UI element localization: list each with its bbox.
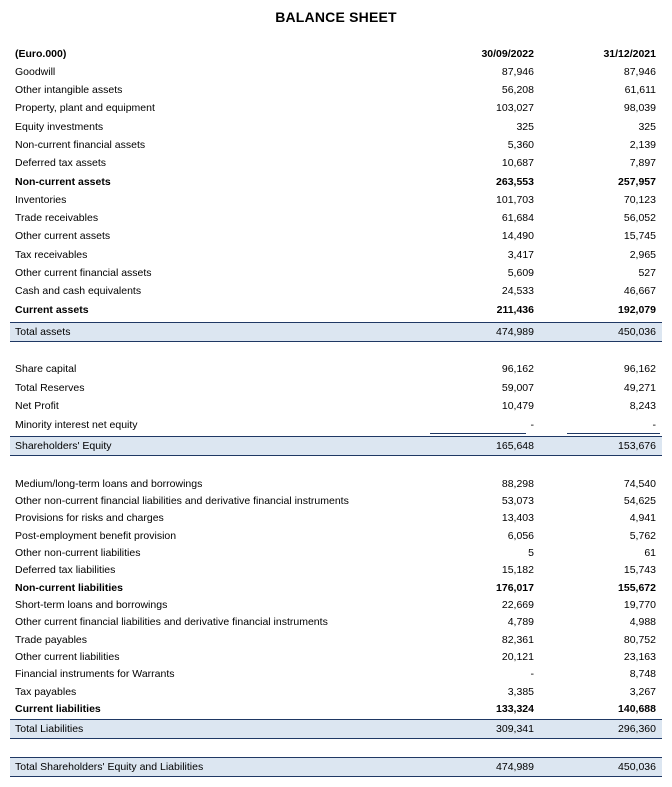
row-label: Goodwill bbox=[15, 66, 56, 78]
value-2022: 88,298 bbox=[501, 478, 534, 490]
grand-total-row bbox=[10, 757, 662, 777]
value-2021: 54,625 bbox=[623, 495, 656, 507]
value-2021: 4,941 bbox=[629, 512, 656, 524]
row-label: Share capital bbox=[15, 363, 77, 375]
row-label: Provisions for risks and charges bbox=[15, 512, 164, 524]
column-header-row bbox=[10, 46, 662, 63]
value-2022: - bbox=[530, 419, 534, 431]
value-2022: 15,182 bbox=[501, 564, 534, 576]
value-2021: 325 bbox=[638, 121, 656, 133]
row-label: Total Shareholders' Equity and Liabilities bbox=[15, 761, 204, 773]
table-row bbox=[10, 64, 662, 81]
row-label: Post-employment benefit provision bbox=[15, 530, 177, 542]
value-2021: 56,052 bbox=[623, 212, 656, 224]
row-label: Non-current financial assets bbox=[15, 139, 146, 151]
row-label: Financial instruments for Warrants bbox=[15, 668, 175, 680]
value-2021: 74,540 bbox=[623, 478, 656, 490]
row-label: Equity investments bbox=[15, 121, 104, 133]
value-2021: 4,988 bbox=[629, 616, 656, 628]
value-2021: 61 bbox=[644, 547, 656, 559]
table-row bbox=[10, 476, 662, 493]
value-2021: 49,271 bbox=[623, 382, 656, 394]
value-2021: 8,243 bbox=[629, 400, 656, 412]
value-2021: 87,946 bbox=[623, 66, 656, 78]
table-row bbox=[10, 119, 662, 136]
page-title: BALANCE SHEET bbox=[275, 9, 397, 25]
value-2021: 7,897 bbox=[629, 157, 656, 169]
table-row bbox=[10, 684, 662, 701]
row-label: Tax payables bbox=[15, 686, 77, 698]
value-2021: 140,688 bbox=[618, 703, 656, 715]
value-2022: 309,341 bbox=[496, 723, 534, 735]
table-row bbox=[10, 580, 662, 597]
table-row bbox=[10, 228, 662, 245]
value-2022: 474,989 bbox=[496, 326, 534, 338]
row-label: Current liabilities bbox=[15, 703, 101, 715]
shareholders-equity-row bbox=[10, 436, 662, 456]
total-assets-row bbox=[10, 322, 662, 342]
value-2021: 98,039 bbox=[623, 102, 656, 114]
value-2021: 96,162 bbox=[623, 363, 656, 375]
value-2021: - bbox=[652, 419, 656, 431]
value-2021: 5,762 bbox=[629, 530, 656, 542]
value-2021: 15,743 bbox=[623, 564, 656, 576]
table-row bbox=[10, 510, 662, 527]
row-label: Other current financial assets bbox=[15, 267, 152, 279]
row-label: Inventories bbox=[15, 194, 67, 206]
value-2022: 5 bbox=[528, 547, 534, 559]
table-row bbox=[10, 614, 662, 631]
value-2022: 176,017 bbox=[496, 582, 534, 594]
table-row bbox=[10, 562, 662, 579]
table-row bbox=[10, 649, 662, 666]
value-2022: 96,162 bbox=[501, 363, 534, 375]
value-2022: 53,073 bbox=[501, 495, 534, 507]
subtotal-rule bbox=[567, 433, 660, 434]
value-2021: 153,676 bbox=[618, 440, 656, 452]
table-row bbox=[10, 701, 662, 718]
value-2021: 2,139 bbox=[629, 139, 656, 151]
value-2022: 101,703 bbox=[496, 194, 534, 206]
value-2021: 8,748 bbox=[629, 668, 656, 680]
value-2022: 263,553 bbox=[496, 176, 534, 188]
value-2022: 5,360 bbox=[507, 139, 534, 151]
value-2021: 19,770 bbox=[623, 599, 656, 611]
row-label: Shareholders' Equity bbox=[15, 440, 112, 452]
row-label: Tax receivables bbox=[15, 249, 88, 261]
table-row bbox=[10, 417, 662, 434]
value-2021: 2,965 bbox=[629, 249, 656, 261]
table-row bbox=[10, 155, 662, 172]
row-label: Net Profit bbox=[15, 400, 59, 412]
table-row bbox=[10, 380, 662, 397]
value-2022: 10,687 bbox=[501, 157, 534, 169]
value-2022: 20,121 bbox=[501, 651, 534, 663]
value-2022: 59,007 bbox=[501, 382, 534, 394]
table-row bbox=[10, 192, 662, 209]
row-label: Trade receivables bbox=[15, 212, 99, 224]
value-2021: 296,360 bbox=[618, 723, 656, 735]
value-2021: 192,079 bbox=[618, 304, 656, 316]
value-2022: 3,417 bbox=[507, 249, 534, 261]
total-liabilities-row bbox=[10, 719, 662, 739]
value-2021: 80,752 bbox=[623, 634, 656, 646]
value-2022: 24,533 bbox=[501, 285, 534, 297]
row-label: Current assets bbox=[15, 304, 89, 316]
table-row bbox=[10, 666, 662, 683]
row-label: Deferred tax assets bbox=[15, 157, 107, 169]
value-2021: 61,611 bbox=[624, 84, 656, 96]
subtotal-rule bbox=[430, 433, 526, 434]
row-label: Medium/long-term loans and borrowings bbox=[15, 478, 203, 490]
value-2021: 527 bbox=[638, 267, 656, 279]
value-2021: 3,267 bbox=[629, 686, 656, 698]
table-row bbox=[10, 398, 662, 415]
value-2021: 450,036 bbox=[618, 326, 656, 338]
value-2022: 103,027 bbox=[496, 102, 534, 114]
row-label: Property, plant and equipment bbox=[15, 102, 155, 114]
row-label: Total assets bbox=[15, 326, 71, 338]
value-2022: 5,609 bbox=[507, 267, 534, 279]
row-label: Other non-current liabilities bbox=[15, 547, 141, 559]
row-label: Trade payables bbox=[15, 634, 87, 646]
value-2022: 22,669 bbox=[501, 599, 534, 611]
table-row bbox=[10, 493, 662, 510]
unit-label: (Euro.000) bbox=[15, 48, 67, 60]
row-label: Total Reserves bbox=[15, 382, 85, 394]
row-label: Deferred tax liabilities bbox=[15, 564, 116, 576]
value-2021: 23,163 bbox=[623, 651, 656, 663]
value-2022: 474,989 bbox=[496, 761, 534, 773]
value-2022: 4,789 bbox=[507, 616, 534, 628]
table-row bbox=[10, 247, 662, 264]
table-row bbox=[10, 302, 662, 319]
value-2021: 257,957 bbox=[618, 176, 656, 188]
row-label: Other current assets bbox=[15, 230, 111, 242]
row-label: Minority interest net equity bbox=[15, 419, 138, 431]
table-row bbox=[10, 597, 662, 614]
value-2022: - bbox=[530, 668, 534, 680]
value-2022: 61,684 bbox=[501, 212, 534, 224]
table-row bbox=[10, 361, 662, 378]
value-2021: 155,672 bbox=[618, 582, 656, 594]
column-header-2021: 31/12/2021 bbox=[603, 48, 656, 60]
row-label: Non-current liabilities bbox=[15, 582, 123, 594]
value-2022: 10,479 bbox=[501, 400, 534, 412]
value-2022: 13,403 bbox=[501, 512, 534, 524]
column-header-2022: 30/09/2022 bbox=[481, 48, 534, 60]
table-row bbox=[10, 100, 662, 117]
value-2022: 3,385 bbox=[507, 686, 534, 698]
table-row bbox=[10, 174, 662, 191]
table-row bbox=[10, 137, 662, 154]
value-2022: 211,436 bbox=[496, 304, 534, 316]
value-2022: 325 bbox=[516, 121, 534, 133]
table-row bbox=[10, 283, 662, 300]
value-2022: 165,648 bbox=[496, 440, 534, 452]
table-row bbox=[10, 528, 662, 545]
row-label: Other intangible assets bbox=[15, 84, 123, 96]
table-row bbox=[10, 210, 662, 227]
table-row bbox=[10, 545, 662, 562]
value-2021: 70,123 bbox=[623, 194, 656, 206]
row-label: Cash and cash equivalents bbox=[15, 285, 142, 297]
table-row bbox=[10, 265, 662, 282]
row-label: Non-current assets bbox=[15, 176, 111, 188]
value-2021: 450,036 bbox=[618, 761, 656, 773]
value-2021: 15,745 bbox=[623, 230, 656, 242]
value-2022: 133,324 bbox=[496, 703, 534, 715]
value-2022: 87,946 bbox=[501, 66, 534, 78]
row-label: Other current liabilities bbox=[15, 651, 120, 663]
table-row bbox=[10, 632, 662, 649]
row-label: Short-term loans and borrowings bbox=[15, 599, 168, 611]
row-label: Other non-current financial liabilities and derivative financial instruments bbox=[15, 495, 349, 507]
table-row bbox=[10, 82, 662, 99]
value-2022: 6,056 bbox=[507, 530, 534, 542]
value-2022: 14,490 bbox=[501, 230, 534, 242]
row-label: Total Liabilities bbox=[15, 723, 84, 735]
value-2022: 82,361 bbox=[501, 634, 534, 646]
value-2021: 46,667 bbox=[623, 285, 656, 297]
row-label: Other current financial liabilities and derivative financial instruments bbox=[15, 616, 328, 628]
value-2022: 56,208 bbox=[501, 84, 534, 96]
